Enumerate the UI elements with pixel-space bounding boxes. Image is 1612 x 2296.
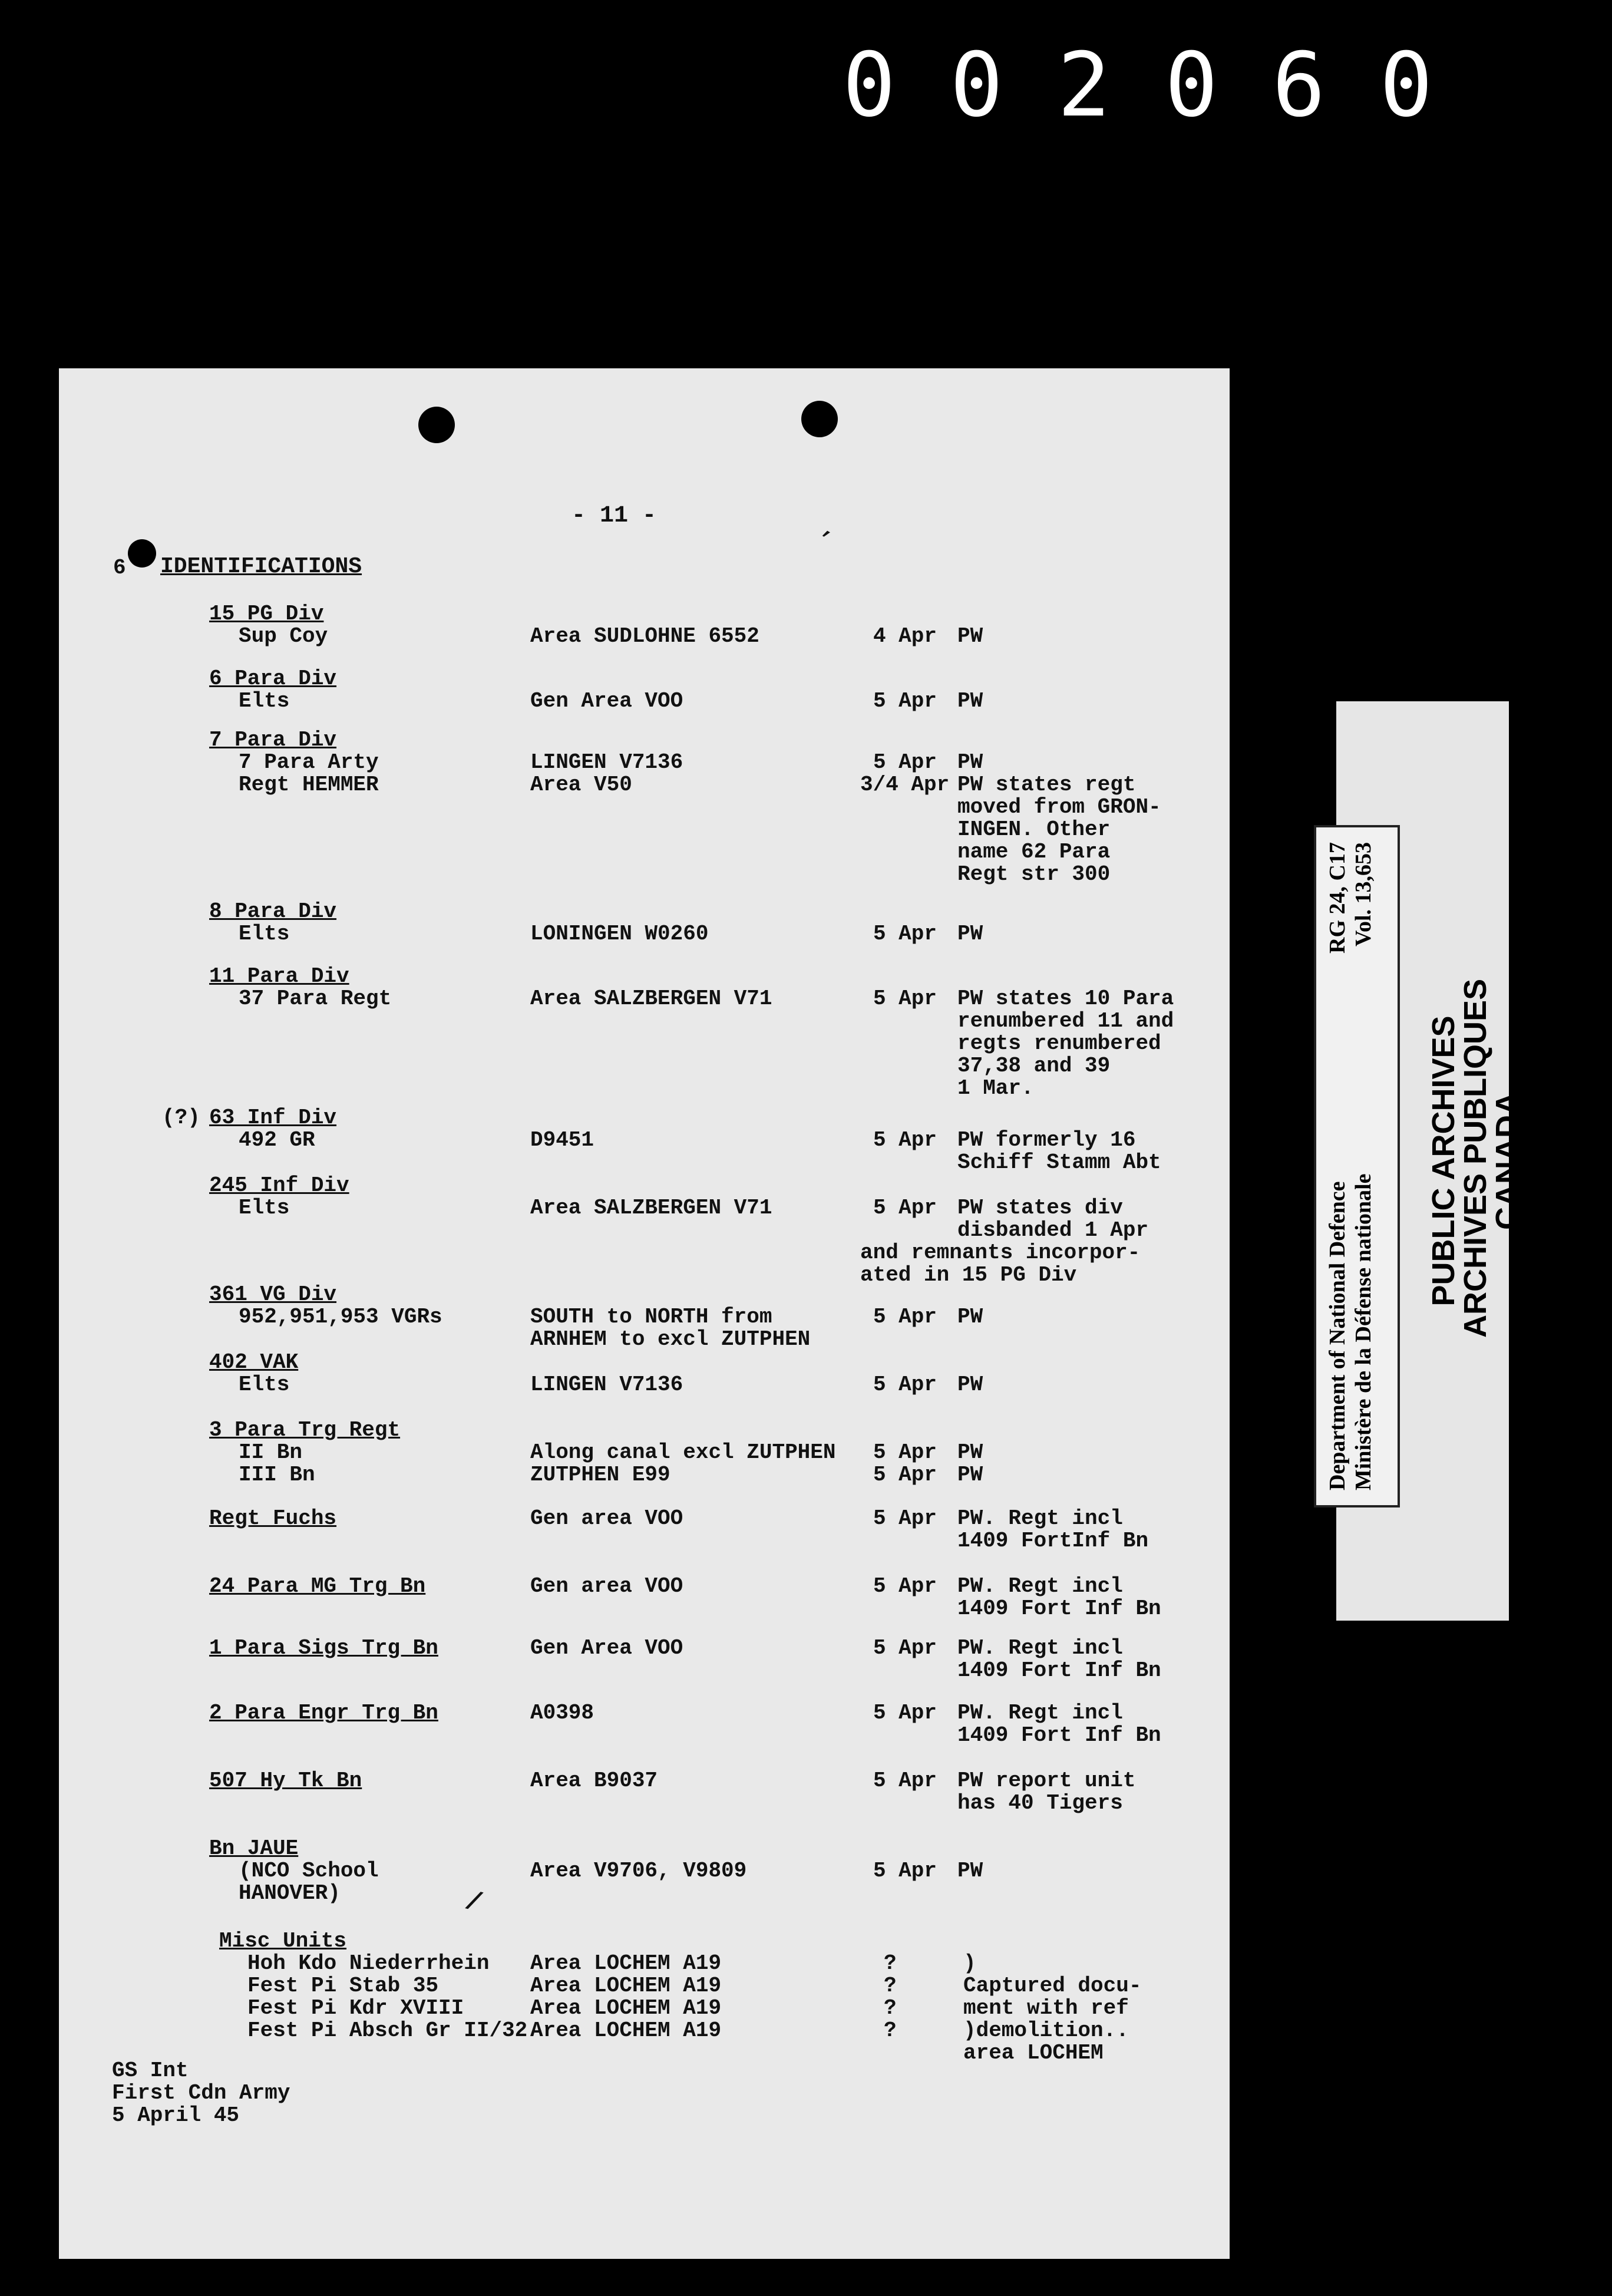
source-note: PW. Regt incl <box>957 1506 1123 1530</box>
report-date: 3/4 Apr <box>860 773 950 797</box>
source-note: 1409 FortInf Bn <box>957 1529 1149 1553</box>
unit-name: 7 Para Div <box>209 728 337 752</box>
section-number: 6 <box>113 556 126 580</box>
misc-date: ? <box>884 1974 897 1998</box>
unit-name: 3 Para Trg Regt <box>209 1418 401 1442</box>
area-location: Gen Area VOO <box>530 689 683 713</box>
misc-unit-name: Fest Pi Stab 35 <box>247 1974 439 1998</box>
public-archives-label <box>1425 931 1525 1391</box>
section-title: IDENTIFICATIONS <box>160 554 362 579</box>
signature-block <box>112 2060 290 2127</box>
report-date: 4 Apr <box>873 624 937 648</box>
report-date: 5 Apr <box>873 750 937 774</box>
archive-stamp <box>1325 701 1525 1621</box>
source-note: PW <box>957 689 983 713</box>
archives-french: ARCHIVES PUBLIQUES <box>1458 978 1493 1338</box>
area-location: ZUTPHEN E99 <box>530 1463 670 1487</box>
sub-unit: HANOVER) <box>239 1881 341 1905</box>
unit-name: 507 Hy Tk Bn <box>209 1769 362 1793</box>
area-location: LONINGEN W0260 <box>530 922 709 946</box>
unit-name: 24 Para MG Trg Bn <box>209 1574 426 1598</box>
source-note: PW states div <box>957 1196 1123 1220</box>
misc-note: )demolition.. <box>963 2018 1129 2043</box>
document-page <box>59 368 1230 2259</box>
punch-hole <box>418 407 455 443</box>
misc-unit-name: Fest Pi Absch Gr II/32 <box>247 2018 528 2043</box>
source-note: PW states regt <box>957 773 1136 797</box>
source-note: PW <box>957 1859 983 1883</box>
misc-units-title: Misc Units <box>219 1929 347 1953</box>
unit-name: 8 Para Div <box>209 899 337 923</box>
source-note: PW <box>957 750 983 774</box>
sub-unit: Sup Coy <box>239 624 328 648</box>
report-date: 5 Apr <box>873 1859 937 1883</box>
source-note: 1409 Fort Inf Bn <box>957 1658 1161 1683</box>
misc-date: ? <box>884 1996 897 2020</box>
archive-volume: Vol. 13,653 <box>1351 842 1376 947</box>
area-location: LINGEN V7136 <box>530 750 683 774</box>
pencil-mark: , <box>818 516 842 543</box>
area-location: LINGEN V7136 <box>530 1373 683 1397</box>
sub-unit: 7 Para Arty <box>239 750 379 774</box>
sub-unit: III Bn <box>239 1463 315 1487</box>
source-note: PW <box>957 624 983 648</box>
report-date: 5 Apr <box>873 922 937 946</box>
sub-unit: Elts <box>239 689 290 713</box>
source-note: PW <box>957 1463 983 1487</box>
source-note: 1409 Fort Inf Bn <box>957 1723 1161 1747</box>
signature-line: 5 April 45 <box>112 2103 240 2127</box>
area-location: Gen Area VOO <box>530 1636 683 1660</box>
sub-unit: (NCO School <box>239 1859 379 1883</box>
misc-date: ? <box>884 1951 897 1975</box>
source-note: renumbered 11 and <box>957 1009 1174 1033</box>
area-location: Gen area VOO <box>530 1506 683 1530</box>
sub-unit: II Bn <box>239 1440 303 1464</box>
source-note: PW. Regt incl <box>957 1574 1123 1598</box>
department-english: Department of National Defence <box>1325 1181 1350 1490</box>
source-note: disbanded 1 Apr <box>957 1218 1149 1242</box>
archives-country: CANADA <box>1489 1092 1525 1230</box>
source-note: PW report unit <box>957 1769 1136 1793</box>
sub-unit: Elts <box>239 1196 290 1220</box>
sub-unit: 952,951,953 VGRs <box>239 1305 442 1329</box>
unit-name: 6 Para Div <box>209 667 337 691</box>
unit-name: 402 VAK <box>209 1350 299 1374</box>
page-number: - 11 - <box>572 503 657 529</box>
source-note: PW <box>957 1305 983 1329</box>
sub-unit: Elts <box>239 922 290 946</box>
report-date: 5 Apr <box>873 1196 937 1220</box>
report-date: 5 Apr <box>873 1701 937 1725</box>
pencil-mark: / <box>461 1886 485 1920</box>
misc-note: Captured docu- <box>963 1974 1142 1998</box>
area-location: A0398 <box>530 1701 594 1725</box>
source-note: 1409 Fort Inf Bn <box>957 1596 1161 1621</box>
unit-name: 2 Para Engr Trg Bn <box>209 1701 438 1725</box>
report-date: 5 Apr <box>873 1506 937 1530</box>
unit-name: 15 PG Div <box>209 602 324 626</box>
source-note: PW <box>957 1440 983 1464</box>
misc-area: Area LOCHEM A19 <box>530 1996 722 2020</box>
source-note: has 40 Tigers <box>957 1791 1123 1815</box>
report-date: 5 Apr <box>873 1574 937 1598</box>
source-note: moved from GRON- <box>957 795 1161 819</box>
misc-unit-name: Hoh Kdo Niederrhein <box>247 1951 490 1975</box>
sub-unit: Regt HEMMER <box>239 773 379 797</box>
unit-name: Bn JAUE <box>209 1836 299 1860</box>
source-note: PW formerly 16 <box>957 1128 1136 1152</box>
report-date: 5 Apr <box>873 1440 937 1464</box>
unit-name: 11 Para Div <box>209 964 349 988</box>
misc-unit-name: Fest Pi Kdr XVIII <box>247 1996 464 2020</box>
report-date: 5 Apr <box>873 1128 937 1152</box>
area-location: Area SUDLOHNE 6552 <box>530 624 759 648</box>
sub-unit: 492 GR <box>239 1128 315 1152</box>
area-location: Gen area VOO <box>530 1574 683 1598</box>
source-note: name 62 Para <box>957 840 1111 864</box>
microfilm-frame-number: 002060 <box>843 34 1487 137</box>
sub-unit: 37 Para Regt <box>239 987 392 1011</box>
area-location: Area V9706, V9809 <box>530 1859 747 1883</box>
source-note: ated in 15 PG Div <box>860 1263 1077 1287</box>
misc-note: ) <box>963 1951 976 1975</box>
signature-line: GS Int <box>112 2059 189 2083</box>
source-note: INGEN. Other <box>957 817 1111 842</box>
source-note: and remnants incorpor- <box>860 1241 1141 1265</box>
area-location: SOUTH to NORTH from <box>530 1305 772 1329</box>
unit-name: 361 VG Div <box>209 1282 337 1307</box>
report-date: 5 Apr <box>873 1373 937 1397</box>
unit-name: 63 Inf Div <box>209 1106 337 1130</box>
archives-english: PUBLIC ARCHIVES <box>1426 1015 1461 1307</box>
area-location: D9451 <box>530 1128 594 1152</box>
misc-area: Area LOCHEM A19 <box>530 1951 722 1975</box>
area-location: Area SALZBERGEN V71 <box>530 987 772 1011</box>
misc-note: ment with ref <box>963 1996 1129 2020</box>
signature-line: First Cdn Army <box>112 2081 290 2105</box>
source-note: regts renumbered <box>957 1031 1161 1055</box>
source-note: PW. Regt incl <box>957 1636 1123 1660</box>
area-location: Area V50 <box>530 773 632 797</box>
source-note: 1 Mar. <box>957 1076 1034 1100</box>
misc-area: Area LOCHEM A19 <box>530 2018 722 2043</box>
area-location: Area SALZBERGEN V71 <box>530 1196 772 1220</box>
misc-date: ? <box>884 2018 897 2043</box>
unit-name: Regt Fuchs <box>209 1506 337 1530</box>
archive-reference: RG 24, C17 <box>1325 842 1350 954</box>
source-note: PW. Regt incl <box>957 1701 1123 1725</box>
report-date: 5 Apr <box>873 689 937 713</box>
source-note: Schiff Stamm Abt <box>957 1150 1161 1175</box>
punch-hole <box>128 539 156 568</box>
report-date: 5 Apr <box>873 1769 937 1793</box>
report-date: 5 Apr <box>873 987 937 1011</box>
report-date: 5 Apr <box>873 1305 937 1329</box>
report-date: 5 Apr <box>873 1463 937 1487</box>
uncertainty-mark: (?) <box>162 1106 200 1130</box>
punch-hole <box>801 401 838 437</box>
department-french: Ministère de la Défense nationale <box>1351 1173 1376 1490</box>
unit-name: 1 Para Sigs Trg Bn <box>209 1636 438 1660</box>
sub-unit: Elts <box>239 1373 290 1397</box>
misc-note: area LOCHEM <box>963 2041 1104 2065</box>
source-note: PW <box>957 922 983 946</box>
source-note: PW states 10 Para <box>957 987 1174 1011</box>
source-note: PW <box>957 1373 983 1397</box>
unit-name: 245 Inf Div <box>209 1173 349 1198</box>
area-location: Area B9037 <box>530 1769 658 1793</box>
report-date: 5 Apr <box>873 1636 937 1660</box>
area-location: ARNHEM to excl ZUTPHEN <box>530 1327 811 1351</box>
misc-area: Area LOCHEM A19 <box>530 1974 722 1998</box>
department-label <box>1314 825 1400 1507</box>
area-location: Along canal excl ZUTPHEN <box>530 1440 836 1464</box>
source-note: Regt str 300 <box>957 862 1111 886</box>
source-note: 37,38 and 39 <box>957 1054 1111 1078</box>
